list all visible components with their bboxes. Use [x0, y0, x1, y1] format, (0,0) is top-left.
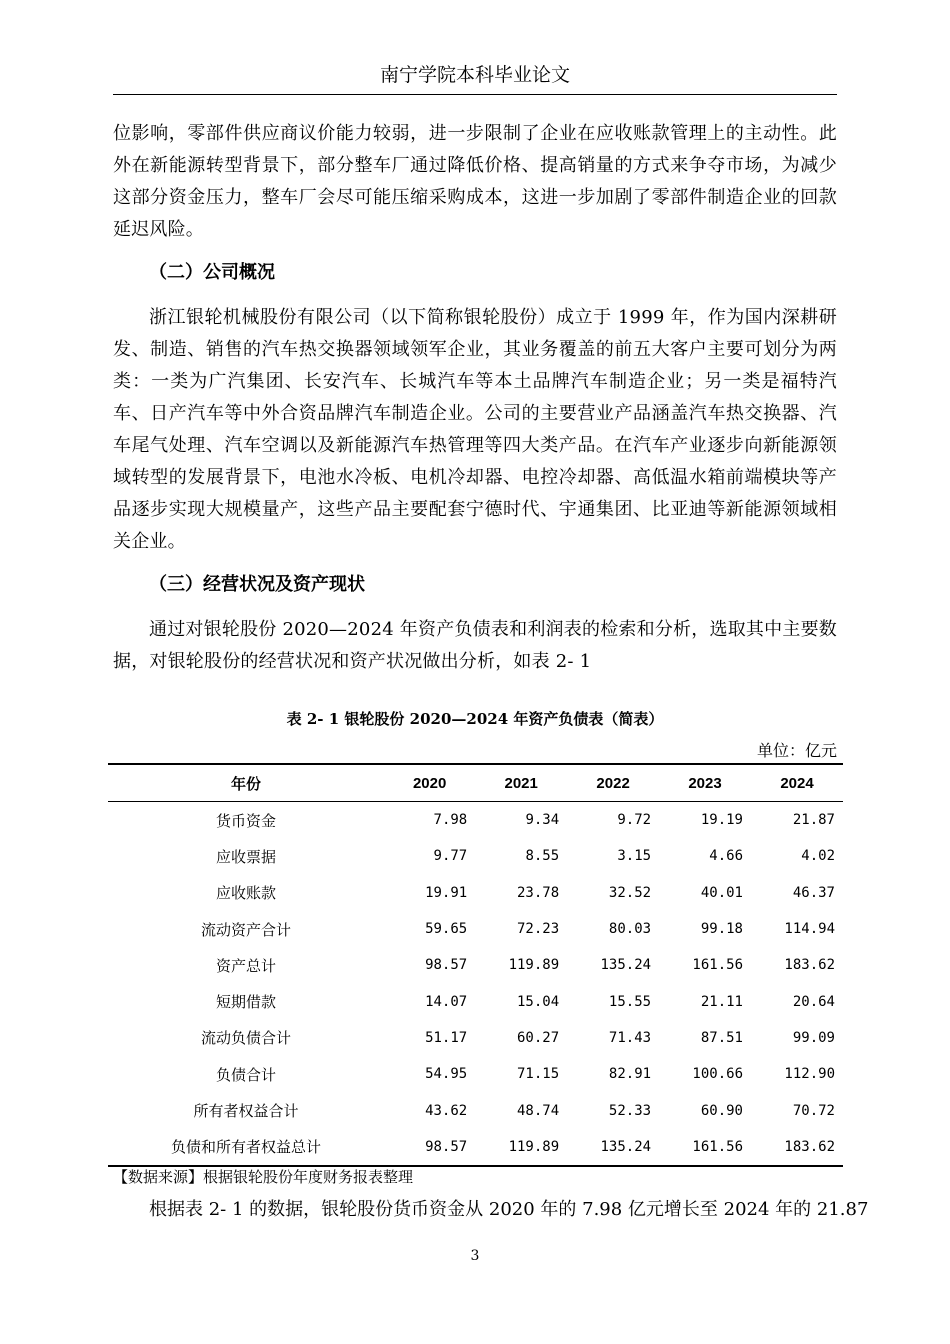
- paragraph-continuation: [113, 118, 837, 246]
- table-cell: 98.57: [425, 1138, 468, 1155]
- table-cell: 9.72: [617, 812, 652, 829]
- table-cell: 8.55: [525, 848, 560, 865]
- table-cell: 70.72: [792, 1102, 835, 1119]
- table-cell: 4.02: [801, 848, 835, 865]
- table-cell: 21.11: [700, 993, 743, 1010]
- table-cell: 3.15: [617, 848, 652, 865]
- table-cell: 4.66: [709, 848, 743, 865]
- table-cell: 87.51: [700, 1029, 743, 1046]
- column-header: 2020: [412, 774, 447, 792]
- table-cell: 9.34: [525, 812, 560, 829]
- table-row: [108, 875, 843, 911]
- column-header: 年份: [231, 775, 262, 793]
- paragraph-text: 浙江银轮机械股份有限公司（以下简称银轮股份）成立于 1999 年，作为国内深耕研发、制造、销售的汽车热交换器领域领军企业，其业务覆盖的前五大客户主要可划分为两类：一类为广汽集团、长安汽车、长城汽车等本土品牌汽车制造企业；另一类是福特汽车、日产汽车等中外合资品牌汽车制造企业。公司的主要营业产品涵盖汽车热交换器、汽车尾气处理、汽车空调以及新能源汽车热管理等四大类产品。在汽车产业逐步向新能源领域转型的发展背景下，电池水冷板、电机冷却器、电控冷却器、高低温水箱前端模块等产品逐步实现大规模量产，这些产品主要配套宁德时代、宇通集团、比亚迪等新能源领域相关企业。: [113, 307, 837, 552]
- table-cell: 60.90: [700, 1102, 743, 1119]
- table-row: [108, 947, 843, 983]
- row-label: 应收账款: [216, 884, 277, 903]
- row-label: 负债和所有者权益总计: [171, 1138, 322, 1157]
- table-cell: 60.27: [517, 1029, 560, 1046]
- table-row: [108, 802, 843, 839]
- table-cell: 23.78: [517, 884, 560, 901]
- table-cell: 112.90: [784, 1066, 835, 1083]
- section-heading-company: （二）公司概况: [149, 262, 275, 283]
- table-row: [108, 983, 843, 1019]
- table-cell: 7.98: [433, 812, 468, 829]
- table-cell: 82.91: [608, 1066, 652, 1083]
- table-cell: 99.18: [700, 921, 743, 938]
- table-cell: 51.17: [425, 1029, 468, 1046]
- row-label: 资产总计: [216, 956, 277, 975]
- table-cell: 14.07: [425, 993, 468, 1010]
- paragraph-text: 根据表 2- 1 的数据，银轮股份货币资金从 2020 年的 7.98 亿元增长至 2024 年的 21.87: [149, 1199, 869, 1220]
- balance-sheet-table: [108, 763, 843, 1167]
- row-label: 应收票据: [216, 847, 277, 866]
- table-row: [108, 1020, 843, 1056]
- table-cell: 161.56: [692, 957, 743, 974]
- table-cell: 71.15: [517, 1066, 560, 1083]
- table-cell: 32.52: [608, 884, 652, 901]
- table-header-row: [108, 764, 843, 802]
- table-row: [108, 1092, 843, 1128]
- paragraph-company: [113, 302, 837, 558]
- column-header: 2022: [596, 774, 630, 792]
- table-cell: 19.19: [700, 812, 743, 829]
- table-cell: 9.77: [433, 848, 468, 865]
- table-cell: 46.37: [792, 884, 835, 901]
- table-cell: 40.01: [700, 884, 743, 901]
- table-cell: 71.43: [608, 1029, 652, 1046]
- column-header: 2023: [688, 774, 722, 792]
- table-cell: 99.09: [792, 1029, 835, 1046]
- table-cell: 114.94: [784, 921, 835, 938]
- paragraph-analysis: [113, 1194, 869, 1226]
- table-cell: 43.62: [425, 1102, 468, 1119]
- table-unit: 单位：亿元: [756, 741, 837, 760]
- table-caption: 表 2- 1 银轮股份 2020—2024 年资产负债表（简表）: [286, 710, 664, 728]
- running-header: 南宁学院本科毕业论文: [379, 64, 570, 86]
- row-label: 所有者权益合计: [193, 1102, 299, 1121]
- table-row: [108, 1056, 843, 1092]
- table-cell: 98.57: [425, 957, 468, 974]
- paragraph-text: 通过对银轮股份 2020—2024 年资产负债表和利润表的检索和分析，选取其中主要数据，对银轮股份的经营状况和资产状况做出分析，如表 2- 1: [113, 619, 837, 672]
- row-label: 负债合计: [216, 1065, 277, 1084]
- column-header: 2024: [780, 774, 814, 792]
- table-cell: 80.03: [608, 921, 652, 938]
- paragraph-intro: [113, 614, 837, 678]
- table-source-note: 【数据来源】根据银轮股份年度财务报表整理: [113, 1168, 414, 1186]
- table-row: [108, 1129, 843, 1166]
- table-cell: 19.91: [425, 884, 468, 901]
- row-label: 流动资产合计: [201, 920, 292, 939]
- row-label: 流动负债合计: [201, 1029, 292, 1048]
- table-cell: 119.89: [508, 1138, 560, 1155]
- table-cell: 119.89: [508, 957, 560, 974]
- table-cell: 48.74: [517, 1102, 560, 1119]
- table-row: [108, 911, 843, 947]
- table-cell: 135.24: [600, 1138, 652, 1155]
- table-cell: 21.87: [792, 812, 835, 829]
- table-cell: 20.64: [792, 993, 835, 1010]
- table-cell: 54.95: [425, 1066, 468, 1083]
- table-cell: 183.62: [784, 957, 835, 974]
- table-cell: 161.56: [692, 1138, 743, 1155]
- table-cell: 15.55: [608, 993, 652, 1010]
- section-heading-operations: （三）经营状况及资产现状: [149, 574, 365, 595]
- column-header: 2021: [504, 774, 538, 792]
- row-label: 货币资金: [216, 811, 277, 830]
- table-cell: 72.23: [517, 921, 560, 938]
- header-rule: [113, 94, 837, 95]
- paragraph-text: 位影响，零部件供应商议价能力较弱，进一步限制了企业在应收账款管理上的主动性。此外在新能源转型背景下，部分整车厂通过降低价格、提高销量的方式来争夺市场，为减少这部分资金压力，整车厂会尽可能压缩采购成本，这进一步加剧了零部件制造企业的回款延迟风险。: [113, 123, 837, 240]
- table-cell: 59.65: [425, 921, 468, 938]
- table-cell: 135.24: [600, 957, 652, 974]
- table-cell: 100.66: [692, 1066, 743, 1083]
- table-row: [108, 838, 843, 874]
- table-cell: 183.62: [784, 1138, 835, 1155]
- row-label: 短期借款: [216, 993, 277, 1012]
- table-cell: 15.04: [517, 993, 560, 1010]
- table-cell: 52.33: [608, 1102, 652, 1119]
- page-number: 3: [470, 1248, 480, 1264]
